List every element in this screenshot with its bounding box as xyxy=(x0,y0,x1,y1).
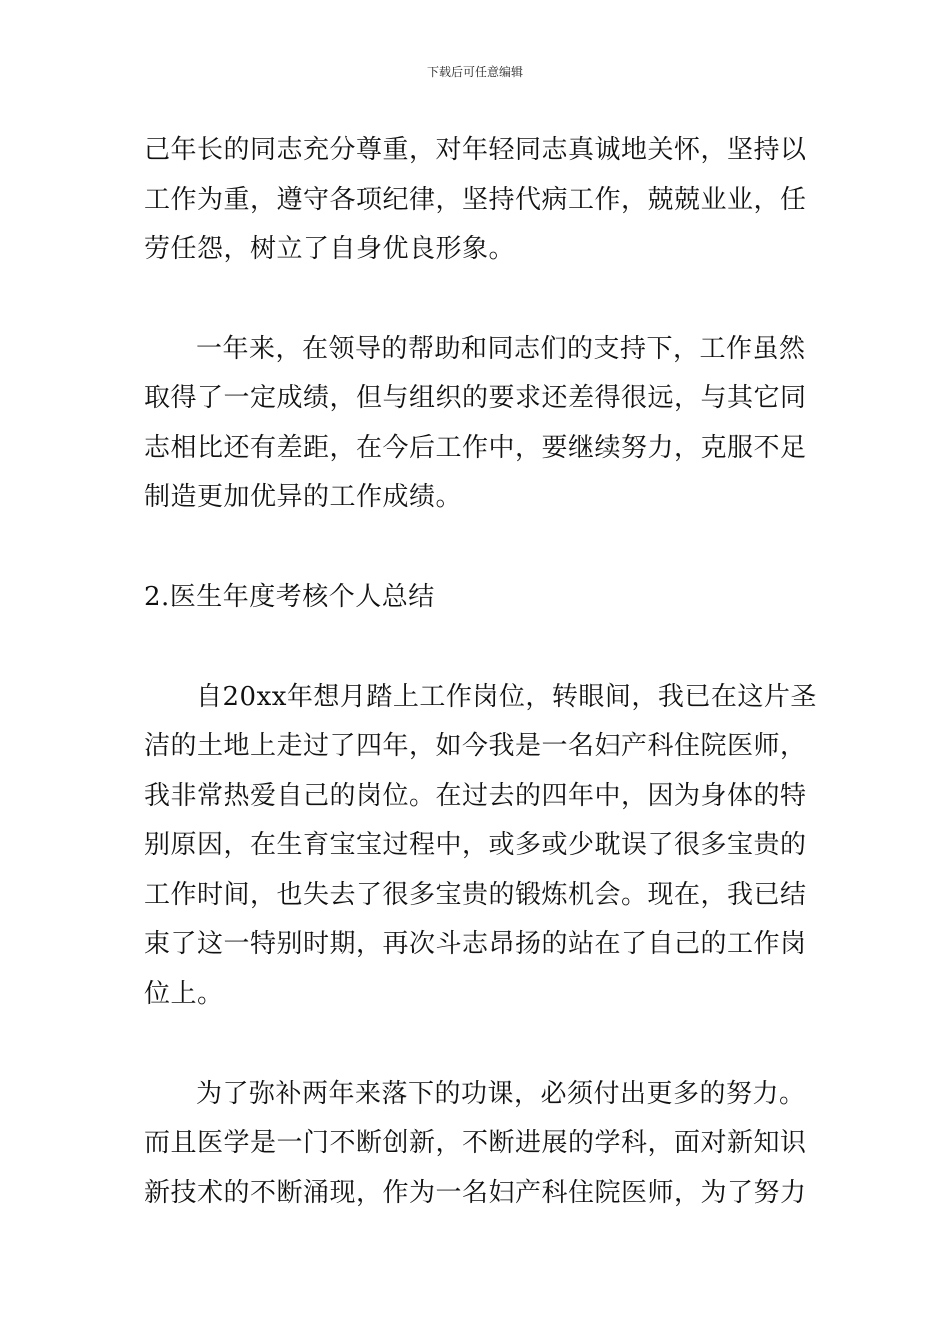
text-line: 新技术的不断涌现，作为一名妇产科住院医师，为了努力 xyxy=(144,1178,807,1208)
text-line: 洁的土地上走过了四年，如今我是一名妇产科住院医师， xyxy=(144,731,807,761)
text-line: 劳任怨，树立了自身优良形象。 xyxy=(144,234,516,264)
section-heading: 2.医生年度考核个人总结 xyxy=(144,582,435,612)
page-header-note: 下载后可任意编辑 xyxy=(426,65,523,79)
text-line: 位上。 xyxy=(144,979,224,1009)
text-line: 工作时间，也失去了很多宝贵的锻炼机会。现在，我已结 xyxy=(144,880,807,910)
text-line: 自20xx年想月踏上工作岗位，转眼间，我已在这片圣 xyxy=(196,682,817,712)
text-line: 我非常热爱自己的岗位。在过去的四年中，因为身体的特 xyxy=(144,781,807,811)
text-line: 别原因，在生育宝宝过程中，或多或少耽误了很多宝贵的 xyxy=(144,830,807,860)
text-line: 一年来，在领导的帮助和同志们的支持下，工作虽然 xyxy=(196,334,806,364)
text-line: 束了这一特别时期，再次斗志昂扬的站在了自己的工作岗 xyxy=(144,929,807,959)
text-line: 而且医学是一门不断创新，不断进展的学科，面对新知识 xyxy=(144,1128,807,1158)
text-line: 制造更加优异的工作成绩。 xyxy=(144,482,463,512)
text-line: 工作为重，遵守各项纪律，坚持代病工作，兢兢业业，任 xyxy=(144,185,807,215)
text-line: 取得了一定成绩，但与组织的要求还差得很远，与其它同 xyxy=(144,383,807,413)
text-line: 己年长的同志充分尊重，对年轻同志真诚地关怀，坚持以 xyxy=(144,135,807,165)
text-line: 志相比还有差距，在今后工作中，要继续努力，克服不足 xyxy=(144,433,807,463)
text-line: 为了弥补两年来落下的功课，必须付出更多的努力。 xyxy=(196,1079,806,1109)
